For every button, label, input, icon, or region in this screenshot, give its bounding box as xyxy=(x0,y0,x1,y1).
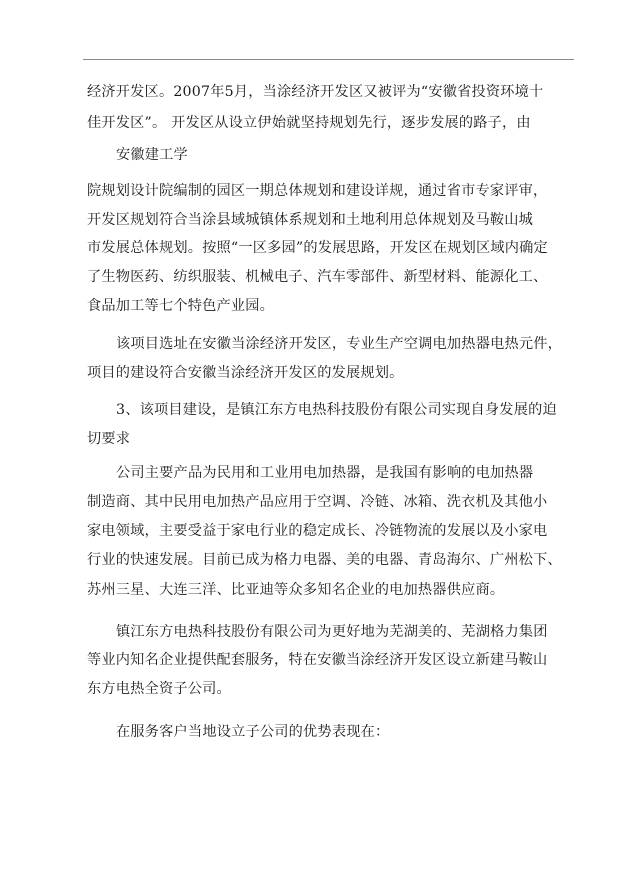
paragraph-line: 家电领域，主要受益于家电行业的稳定成长、冷链物流的发展以及小家电 xyxy=(87,523,548,539)
paragraph-line: 制造商、其中民用电加热产品应用于空调、冷链、冰箱、洗衣机及其他小 xyxy=(87,494,548,510)
paragraph-line: 在服务客户当地设立子公司的优势表现在： xyxy=(116,724,390,740)
paragraph-line: 经济开发区。2007年5月，当涂经济开发区又被评为“安徽省投资环境十 xyxy=(87,84,544,100)
paragraph-line: 行业的快速发展。目前已成为格力电器、美的电器、青岛海尔、广州松下、 xyxy=(87,552,562,568)
paragraph-line: 切要求 xyxy=(87,431,131,447)
paragraph-line: 苏州三星、大连三洋、比亚迪等众多知名企业的电加热器供应商。 xyxy=(87,582,505,598)
paragraph-line: 佳开发区”。 开发区从设立伊始就坚持规划先行，逐步发展的路子，由 xyxy=(87,115,531,131)
paragraph-line: 食品加工等七个特色产业园。 xyxy=(87,298,275,314)
paragraph-line: 市发展总体规划。按照“一区多园”的发展思路，开发区在规划区域内确定 xyxy=(87,240,548,256)
paragraph-line: 了生物医药、纺织服装、机械电子、汽车零部件、新型材料、能源化工、 xyxy=(87,269,548,285)
paragraph-line: 等业内知名企业提供配套服务，特在安徽当涂经济开发区设立新建马鞍山 xyxy=(87,652,548,668)
paragraph-line: 东方电热全资子公司。 xyxy=(87,681,231,697)
paragraph-line: 公司主要产品为民用和工业用电加热器，是我国有影响的电加热器 xyxy=(116,465,534,481)
paragraph-line: 开发区规划符合当涂县域城镇体系规划和土地利用总体规划及马鞍山城 xyxy=(87,212,534,228)
paragraph-line: 镇江东方电热科技股份有限公司为更好地为芜湖美的、芜湖格力集团 xyxy=(116,624,548,640)
paragraph-line: 项目的建设符合安徽当涂经济开发区的发展规划。 xyxy=(87,365,404,381)
paragraph-line: 安徽建工学 xyxy=(116,147,188,163)
header-rule xyxy=(83,59,574,60)
paragraph-line: 3、该项目建设，是镇江东方电热科技股份有限公司实现自身发展的迫 xyxy=(116,402,557,418)
paragraph-line: 院规划设计院编制的园区一期总体规划和建设详规，通过省市专家评审， xyxy=(87,183,548,199)
paragraph-line: 该项目选址在安徽当涂经济开发区，专业生产空调电加热器电热元件， xyxy=(116,336,563,352)
